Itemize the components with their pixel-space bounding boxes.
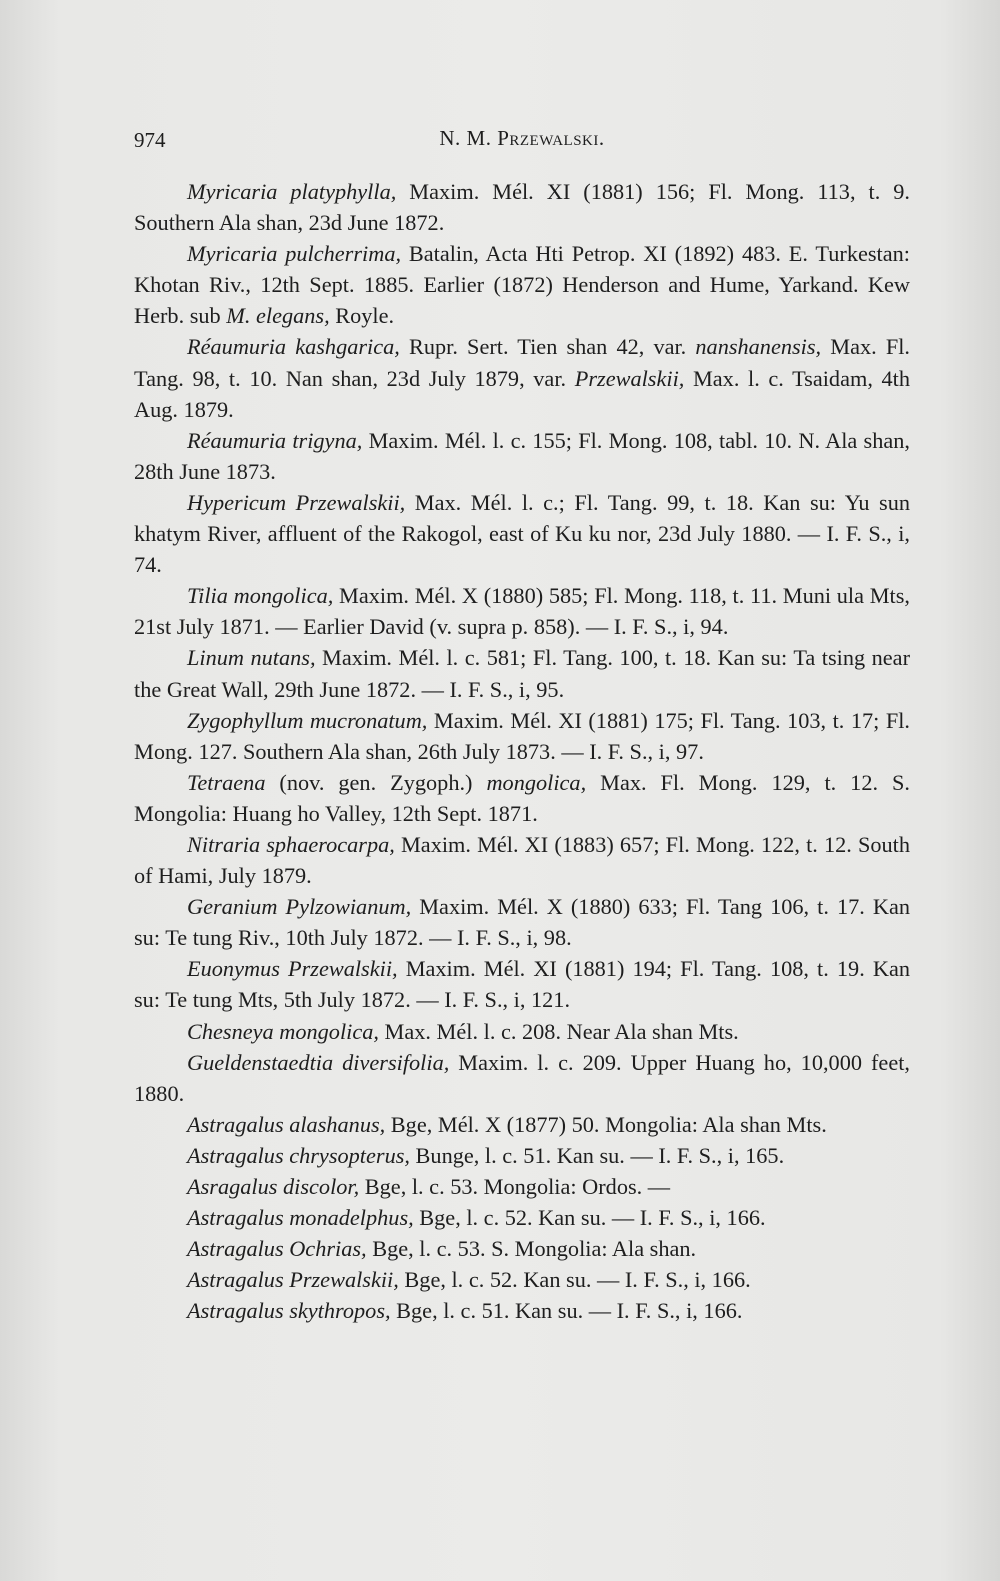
entry-text: Bge, l. c. 53. Mongolia: Ordos. — xyxy=(359,1174,671,1199)
entry-text: Maxim. Mél. XI (1881) 194; Fl. Tang. 108, t. 19. Kan su: Te tung Mts, 5th July 1872. — I. F. S., i, 121. xyxy=(134,956,910,1013)
entry-text: Maxim. Mél. l. c. 581; Fl. Tang. 100, t. 18. Kan su: Ta tsing near the Great Wall, 29th June 1872. — I. F. S., i, 95. xyxy=(134,645,910,702)
entry-euonymus-przewalskii xyxy=(134,953,910,1015)
species-name: Gueldenstaedtia diversifolia, xyxy=(187,1049,450,1075)
species-name: Tetraena xyxy=(187,769,266,795)
entry-astragalus-alashanus xyxy=(134,1109,910,1140)
entry-text: Max. Mél. l. c. 208. Near Ala shan Mts. xyxy=(378,1018,739,1044)
species-list xyxy=(134,176,910,1326)
species-name: Astragalus chrysopterus, xyxy=(187,1142,410,1168)
entry-gueldenstaedtia-diversifolia xyxy=(134,1047,910,1109)
entry-text: Bge, l. c. 52. Kan su. — I. F. S., i, 166. xyxy=(413,1205,766,1231)
entry-hypericum-przewalskii xyxy=(134,487,910,580)
entry-astragalus-chrysopterus xyxy=(134,1140,910,1171)
entry-reaumuria-trigyna xyxy=(134,425,910,487)
species-name: Myricaria pulcherrima, xyxy=(187,241,402,267)
species-name: Réaumuria trigyna, xyxy=(187,427,363,453)
entry-myricaria-platyphylla xyxy=(134,176,910,238)
species-name: Myricaria platyphylla, xyxy=(187,179,397,204)
entry-tetraena-mongolica xyxy=(134,767,910,829)
species-name: Euonymus Przewalskii, xyxy=(187,956,398,982)
entry-text: Bge, l. c. 52. Kan su. — I. F. S., i, 166. xyxy=(398,1267,751,1293)
entry-text: Maxim. Mél. X (1880) 633; Fl. Tang 106, t. 17. Kan su: Te tung Riv., 10th July 1872. — I. F. S., i, 98. xyxy=(134,894,911,951)
entry-text: Maxim. Mél. XI (1881) 156; Fl. Mong. 113, t. 9. Southern Ala shan, 23d June 1872. xyxy=(134,179,910,236)
running-head xyxy=(134,122,910,162)
species-name: Astragalus monadelphus, xyxy=(187,1205,414,1231)
entry-text-tail: Royle. xyxy=(329,303,395,329)
species-name: Tilia mongolica, xyxy=(187,583,334,609)
entry-nitraria-sphaerocarpa xyxy=(134,829,910,891)
species-name: Réaumuria kashgarica, xyxy=(187,334,400,360)
entry-text-tail: Max. l. c. Tsaidam, 4th Aug. 1879. xyxy=(134,365,910,422)
species-name: Nitraria sphaerocarpa, xyxy=(187,831,395,857)
species-name: Astragalus Przewalskii, xyxy=(187,1267,399,1293)
variety-name: Przewalskii, xyxy=(574,365,685,391)
entry-astragalus-monadelphus xyxy=(134,1202,910,1233)
entry-text: Rupr. Sert. Tien shan 42, var. xyxy=(399,334,696,360)
entry-text: (nov. gen. Zygoph.) xyxy=(265,769,487,795)
entry-astragalus-ochrias xyxy=(134,1233,910,1264)
species-name: Astragalus Ochrias, xyxy=(187,1236,367,1262)
entry-text-tail: Max. Fl. Mong. 129, t. 12. S. Mongolia: Huang ho Valley, 12th Sept. 1871. xyxy=(134,769,910,826)
entry-text: Maxim. l. c. 209. Upper Huang ho, 10,000 feet, 1880. xyxy=(134,1049,910,1106)
entry-text: Bge, l. c. 51. Kan su. — I. F. S., i, 166. xyxy=(390,1298,743,1324)
page-number: 974 xyxy=(134,128,166,152)
running-title-initials: N. M. P xyxy=(439,126,510,150)
species-name: Zygophyllum mucronatum, xyxy=(187,707,428,733)
species-name: Astragalus alashanus, xyxy=(187,1111,386,1137)
variety-name: nanshanensis, xyxy=(695,334,822,360)
species-name: Astragalus skythropos, xyxy=(187,1298,391,1324)
entry-zygophyllum-mucronatum xyxy=(134,705,910,767)
entry-astragalus-discolor xyxy=(134,1171,910,1202)
entry-linum-nutans xyxy=(134,642,910,704)
entry-tilia-mongolica xyxy=(134,580,910,642)
entry-text: Bge, Mél. X (1877) 50. Mongolia: Ala shan Mts. xyxy=(385,1111,827,1137)
entry-text: Maxim. Mél. XI (1881) 175; Fl. Tang. 103, t. 17; Fl. Mong. 127. Southern Ala shan, 26th July 1873. — I. F. S., i, 97. xyxy=(134,707,910,764)
entry-text: Batalin, Acta Hti Petrop. XI (1892) 483. E. Turkestan: Khotan Riv., 12th Sept. 1885. Earlier (1872) Henderson and Hume, Yarkand. Kew Herb. sub xyxy=(134,241,910,329)
synonym-name: M. elegans, xyxy=(226,303,330,329)
running-title xyxy=(134,126,910,151)
entry-geranium-pylzowianum xyxy=(134,891,910,953)
running-title-surname: rzewalski. xyxy=(509,126,605,150)
entry-chesneya-mongolica xyxy=(134,1016,910,1047)
species-name: Asragalus discolor, xyxy=(187,1174,360,1199)
entry-astragalus-przewalskii xyxy=(134,1264,910,1295)
entry-text: Max. Mél. l. c.; Fl. Tang. 99, t. 18. Kan su: Yu sun khatym River, affluent of the Rakogol, east of Ku ku nor, 23d July 1880. — I. F. S., i, 74. xyxy=(134,489,910,578)
entry-text: Bge, l. c. 53. S. Mongolia: Ala shan. xyxy=(366,1236,697,1262)
species-epithet: mongolica, xyxy=(486,769,587,795)
species-name: Linum nutans, xyxy=(187,645,316,671)
entry-text: Maxim. Mél. X (1880) 585; Fl. Mong. 118, t. 11. Muni ula Mts, 21st July 1871. — Earlier David (v. supra p. 858). — I. F. S., i, 94. xyxy=(134,583,910,640)
entry-text: Maxim. Mél. l. c. 155; Fl. Mong. 108, tabl. 10. N. Ala shan, 28th June 1873. xyxy=(134,427,910,484)
species-name: Geranium Pylzowianum, xyxy=(187,894,412,920)
entry-myricaria-pulcherrima xyxy=(134,238,910,331)
species-name: Hypericum Przewalskii, xyxy=(187,489,406,515)
entry-reaumuria-kashgarica xyxy=(134,331,910,424)
entry-text-mid: Max. Fl. Tang. 98, t. 10. Nan shan, 23d July 1879, var. xyxy=(134,334,910,391)
entry-astragalus-skythropos xyxy=(134,1295,910,1326)
species-name: Chesneya mongolica, xyxy=(187,1018,379,1044)
entry-text: Maxim. Mél. XI (1883) 657; Fl. Mong. 122, t. 12. South of Hami, July 1879. xyxy=(134,831,910,889)
entry-text: Bunge, l. c. 51. Kan su. — I. F. S., i, 165. xyxy=(409,1142,785,1168)
